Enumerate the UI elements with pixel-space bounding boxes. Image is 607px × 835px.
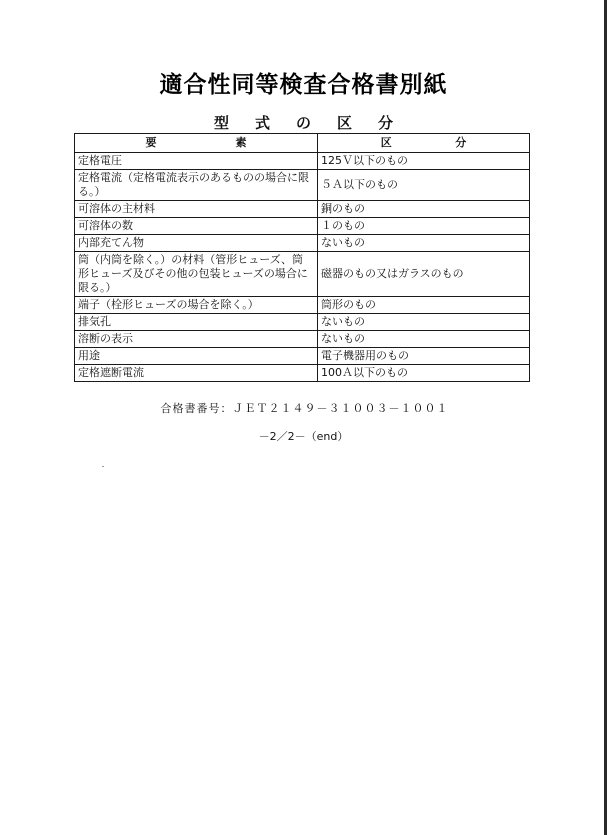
element-cell: 定格電流（定格電流表示のあるものの場合に限る。） xyxy=(75,170,318,201)
element-cell: 可溶体の主材料 xyxy=(75,201,318,218)
element-cell: 溶断の表示 xyxy=(75,331,318,348)
table-header-row xyxy=(75,134,530,153)
table-row xyxy=(75,348,530,365)
column-header-category xyxy=(318,134,530,153)
column-header-element-char: 素 xyxy=(235,136,247,149)
category-cell: ないもの xyxy=(318,314,530,331)
column-header-element xyxy=(75,134,318,153)
category-cell: ないもの xyxy=(318,235,530,252)
element-cell: 可溶体の数 xyxy=(75,218,318,235)
table-row xyxy=(75,153,530,170)
column-header-category-char: 区 xyxy=(380,136,392,149)
table-row xyxy=(75,297,530,314)
category-cell: １のもの xyxy=(318,218,530,235)
element-cell: 内部充てん物 xyxy=(75,235,318,252)
element-cell: 端子（栓形ヒューズの場合を除く。） xyxy=(75,297,318,314)
category-cell: 銅のもの xyxy=(318,201,530,218)
category-cell: 筒形のもの xyxy=(318,297,530,314)
table-row xyxy=(75,252,530,297)
column-header-category-char: 分 xyxy=(455,136,467,149)
element-cell: 定格電圧 xyxy=(75,153,318,170)
element-cell: 筒（内筒を除く。）の材料（管形ヒューズ、筒形ヒューズ及びその他の包装ヒューズの場合に限る。） xyxy=(75,252,318,297)
element-cell: 定格遮断電流 xyxy=(75,365,318,382)
certificate-number: 合格書番号：ＪＥＴ２１４９－３１００３－１００１ xyxy=(160,402,449,415)
category-cell: ５Ａ以下のもの xyxy=(318,170,530,201)
section-heading: 型式の区分 xyxy=(213,114,419,132)
table-row xyxy=(75,235,530,252)
model-classification-table xyxy=(74,133,530,382)
category-cell: 125Ｖ以下のもの xyxy=(318,153,530,170)
element-cell: 用途 xyxy=(75,348,318,365)
table-row xyxy=(75,314,530,331)
table-row xyxy=(75,365,530,382)
category-cell: ないもの xyxy=(318,331,530,348)
table-row xyxy=(75,201,530,218)
category-cell: 電子機器用のもの xyxy=(318,348,530,365)
table-row xyxy=(75,331,530,348)
element-cell: 排気孔 xyxy=(75,314,318,331)
page-number: －2／2－（end） xyxy=(258,430,349,443)
category-cell: 磁器のもの又はガラスのもの xyxy=(318,252,530,297)
table-row xyxy=(75,218,530,235)
table-row xyxy=(75,170,530,201)
document-title: 適合性同等検査合格書別紙 xyxy=(159,72,448,98)
scan-speck xyxy=(102,466,104,467)
column-header-element-char: 要 xyxy=(145,136,157,149)
category-cell: 100Ａ以下のもの xyxy=(318,365,530,382)
